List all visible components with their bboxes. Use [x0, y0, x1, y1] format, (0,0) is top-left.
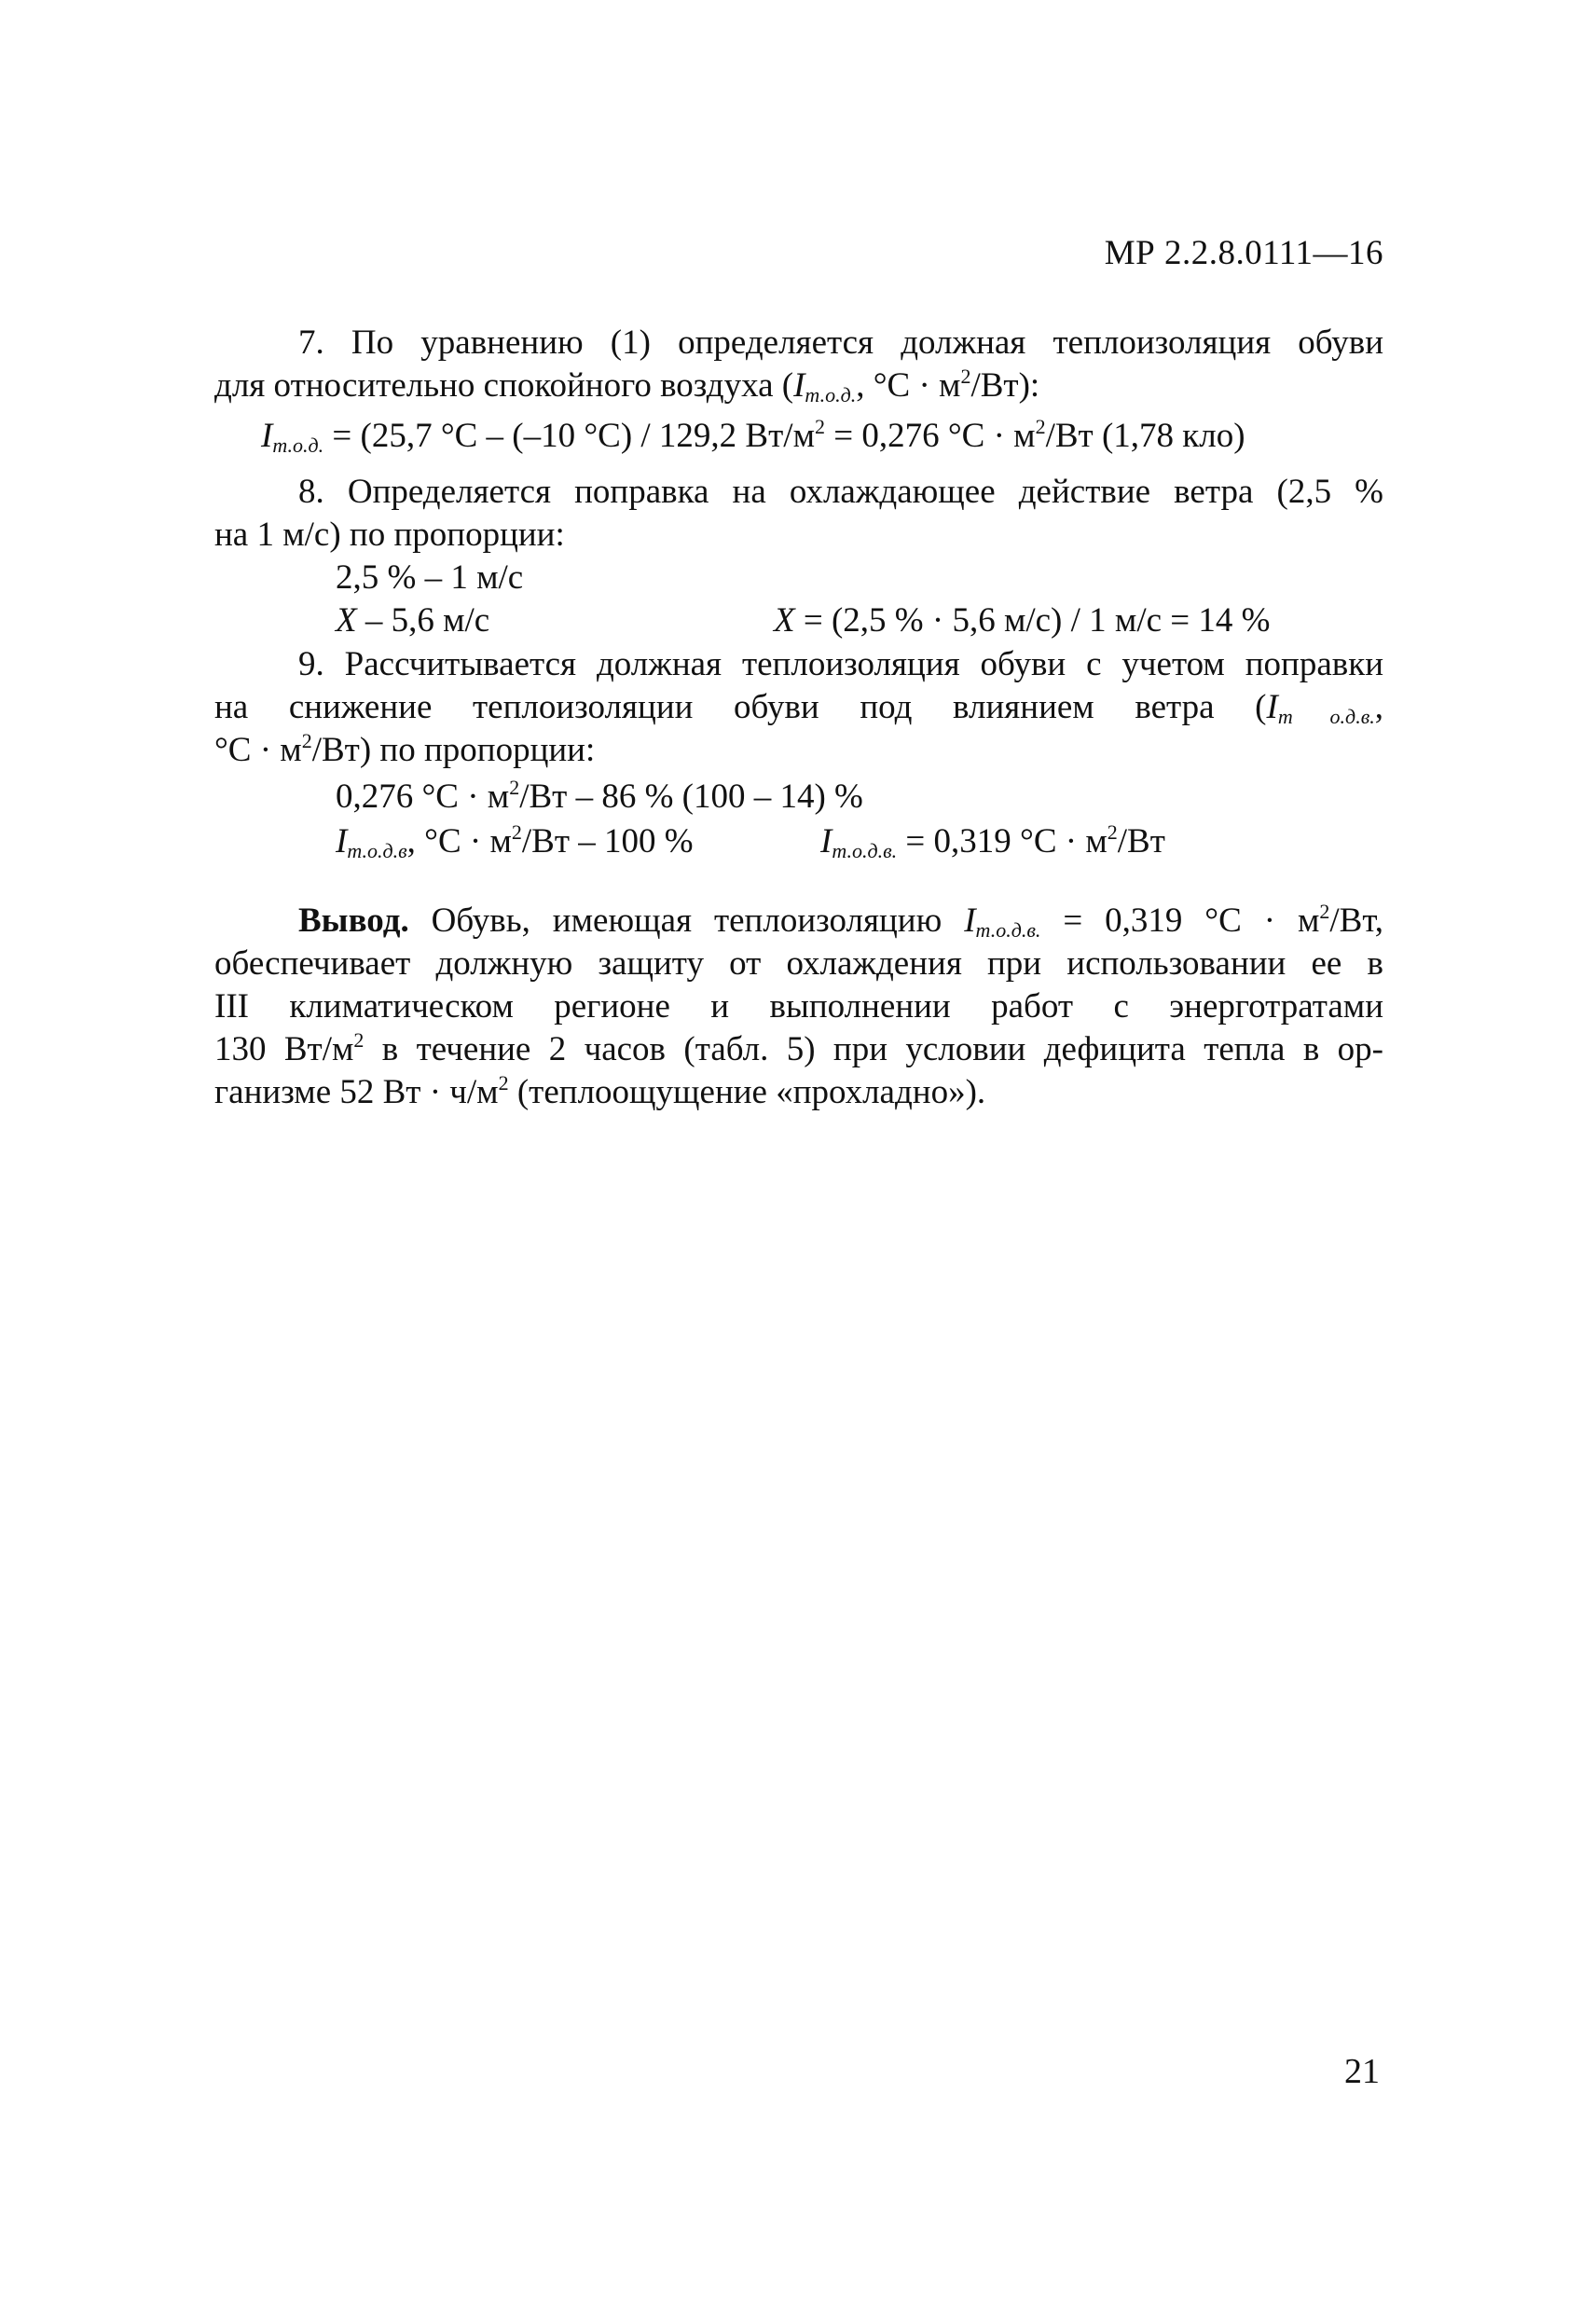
p9-proportion-2: $I_{т.о.д.в}$, $^\circ С \cdot м^2/Вт - 100$ % [336, 820, 694, 862]
conclusion-line-1: Вывод. Обувь, имеющая теплоизоляцию $I_{т.о.д.в.} = 0,319$ $^\circ С \cdot м^2/Вт$, [298, 900, 1383, 942]
p9-proportion-1: 0,276 $^\circ С \cdot м^2/Вт - 86$ % (100 – 14) % [336, 776, 863, 816]
p7-line-1: 7. По уравнению (1) определяется должная теплоизоляция обуви [298, 324, 1383, 362]
page-number: 21 [1344, 2052, 1380, 2091]
conclusion-line-2: обеспечивает должную защиту от охлаждения при использовании ее в [214, 944, 1383, 983]
p8-line-2: на 1 м/с) по пропорции: [214, 516, 565, 554]
p8-proportion-2: X – 5,6 м/с [336, 601, 490, 640]
conclusion-line-4: 130 $Вт/м^2$ в течение 2 часов (табл. 5) при условии дефицита тепла в ор- [214, 1028, 1384, 1068]
document-code: МР 2.2.8.0111—16 [1104, 234, 1383, 272]
p9-line-3: $^\circ С \cdot м^2/Вт$) по пропорции: [214, 729, 596, 769]
p9-result: $I_{т.о.д.в.} = 0,319$ $^\circ С \cdot м^2/Вт$ [820, 820, 1165, 862]
p9-line-1: 9. Рассчитывается должная теплоизоляция обуви с учетом поправки [298, 645, 1383, 683]
p8-proportion-1: 2,5 % – 1 м/с [336, 558, 524, 597]
p7-formula: $I_{т.о.д.} = (25,7$ °С – (–10 °С) / 129,2 $Вт/м^2 = 0,276$ $^\circ С \cdot м^2/Вт$ (1,78 кло) [261, 415, 1245, 457]
p8-result: X = (2,5 % · 5,6 м/с) / 1 м/с = 14 % [774, 601, 1271, 640]
p8-line-1: 8. Определяется поправка на охлаждающее действие ветра (2,5 % [298, 473, 1383, 511]
p7-line-2: для относительно спокойного воздуха ($I_{т.о.д.}$, $^\circ С \cdot м^2/Вт$): [214, 365, 1040, 406]
conclusion-line-3: III климатическом регионе и выполнении работ с энерготратами [214, 987, 1383, 1026]
p9-line-2: на снижение теплоизоляции обуви под влиянием ветра ($I_{т о.д.в.}$, [214, 688, 1383, 728]
conclusion-line-5: ганизме 52 Вт · $ч/м^2$ (теплоощущение «прохладно»). [214, 1071, 986, 1111]
